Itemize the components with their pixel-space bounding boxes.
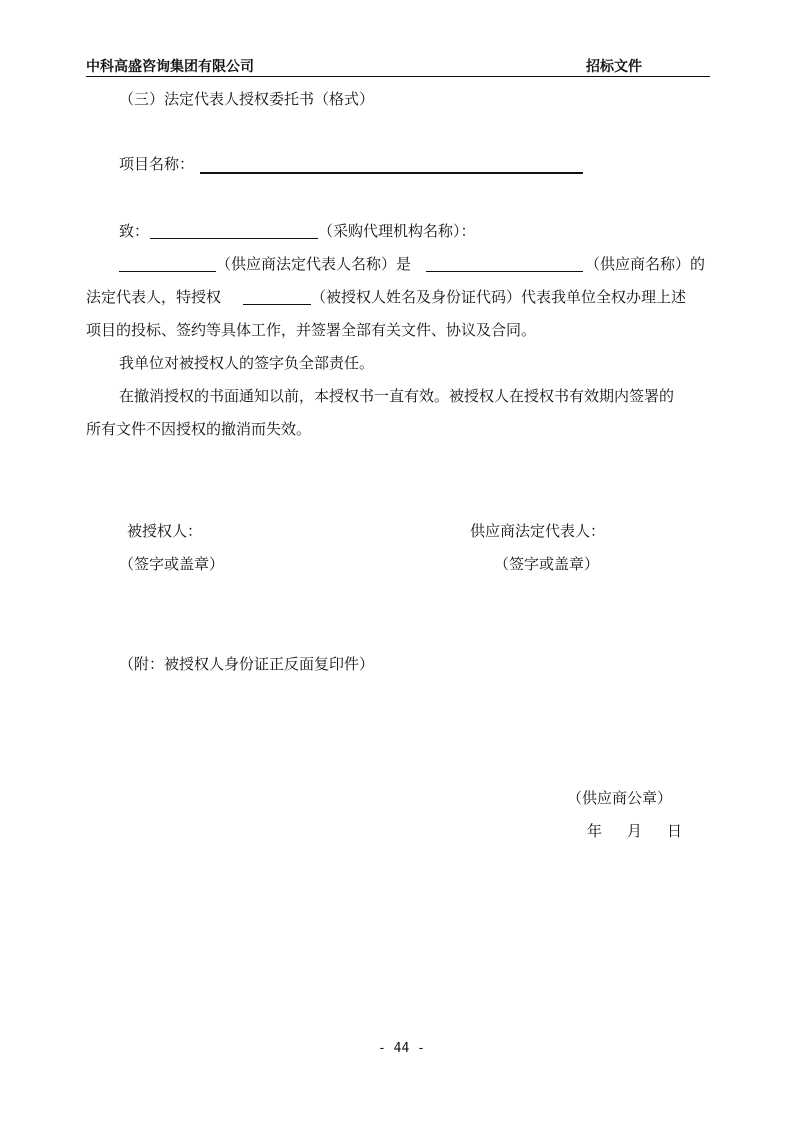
attachment-note: （附：被授权人身份证正反面复印件） xyxy=(119,655,375,673)
project-name-blank xyxy=(200,172,583,174)
seal-label: （供应商公章） xyxy=(567,789,673,807)
project-name-label: 项目名称： xyxy=(119,155,195,173)
authorized-person-label: 被授权人： xyxy=(127,522,203,540)
agency-name-note: （采购代理机构名称）： xyxy=(318,222,476,240)
agency-name-blank xyxy=(150,238,318,239)
section-title: （三）法定代表人授权委托书（格式） xyxy=(119,90,375,108)
date-day: 日 xyxy=(667,822,683,840)
para1-line3: 项目的投标、签约等具体工作，并签署全部有关文件、协议及合同。 xyxy=(86,321,537,339)
date-year: 年 xyxy=(587,822,603,840)
authorized-person-blank xyxy=(243,304,311,305)
legal-rep-name-blank xyxy=(119,271,216,272)
supplier-name-note: （供应商名称）的 xyxy=(585,255,706,273)
page-number: - 44 - xyxy=(378,1041,425,1056)
para1-line2-prefix: 法定代表人，特授权 xyxy=(86,288,222,306)
header-doc-type: 招标文件 xyxy=(586,59,642,75)
header-company: 中科高盛咨询集团有限公司 xyxy=(86,59,254,75)
authorized-sign-note: （签字或盖章） xyxy=(119,555,225,573)
legal-rep-label: 供应商法定代表人： xyxy=(470,522,606,540)
date-month: 月 xyxy=(627,822,643,840)
to-label: 致： xyxy=(119,222,150,240)
para2: 我单位对被授权人的签字负全部责任。 xyxy=(119,354,375,372)
para3-line2: 所有文件不因授权的撤消而失效。 xyxy=(86,420,312,438)
para1-line2-suffix: （被授权人姓名及身份证代码）代表我单位全权办理上述 xyxy=(311,288,687,306)
header-rule xyxy=(86,76,710,77)
legal-rep-sign-note: （签字或盖章） xyxy=(494,555,600,573)
para3-line1: 在撤消授权的书面通知以前，本授权书一直有效。被授权人在授权书有效期内签署的 xyxy=(119,387,675,405)
legal-rep-name-note: （供应商法定代表人名称）是 xyxy=(216,255,412,273)
supplier-name-blank xyxy=(426,271,583,272)
